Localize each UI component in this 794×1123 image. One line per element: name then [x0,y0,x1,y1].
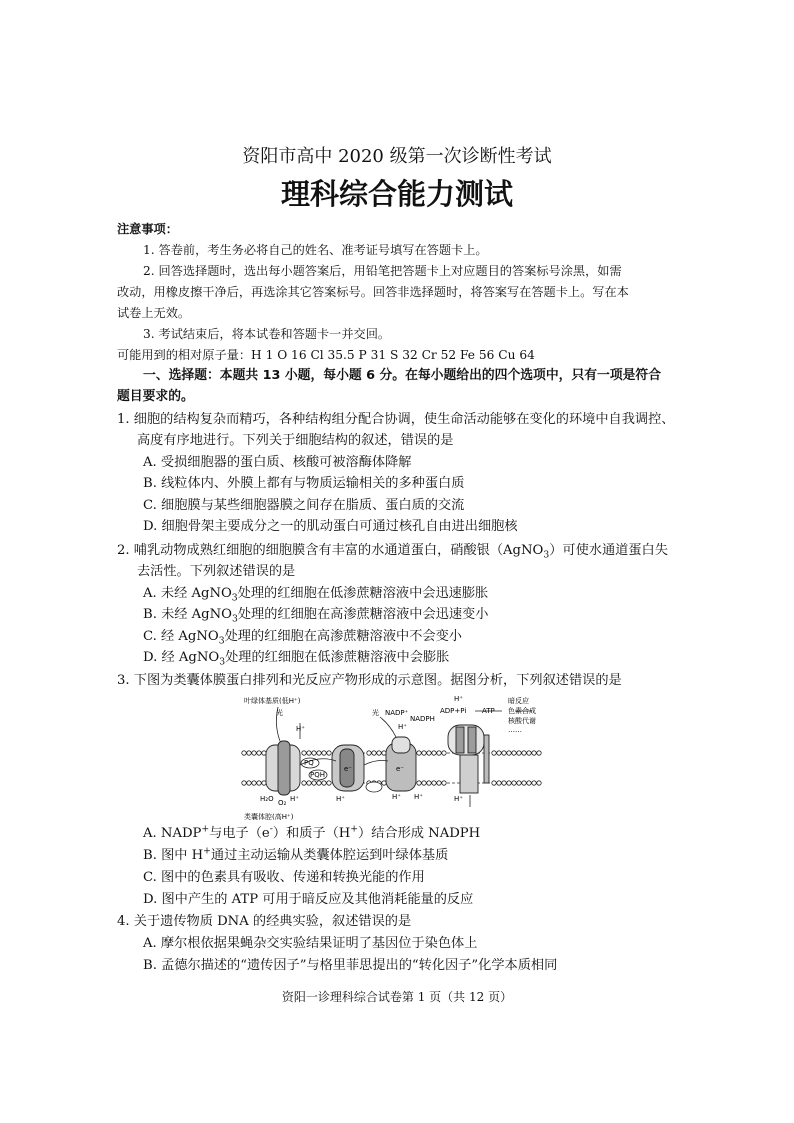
q3-stem: 3. 下图为类囊体膜蛋白排列和光反应产物形成的示意图。据图分析，下列叙述错误的是 [117,673,622,688]
note-1: 1. 答卷前，考生务必将自己的姓名、准考证号填写在答题卡上。 [143,243,488,257]
lipid-head [522,751,526,755]
lipid-head [242,751,246,755]
lipid-head [502,781,506,785]
lipid-head [497,751,501,755]
q2-option-b: B. 未经 AgNO$_3$处理的红细胞在高渗蔗糖溶液中会迅速变小 [143,607,489,625]
stroma-label: 叶绿体基质(低H⁺) [244,697,301,705]
lipid-head [507,781,511,785]
lipid-head [422,751,426,755]
q1-option-a: A. 受损细胞器的蛋白质、核酸可被溶酶体降解 [143,455,412,470]
lipid-head [492,751,496,755]
lipid-head [307,781,311,785]
ellipsis-label: …… [508,726,522,734]
lipid-head [382,781,386,785]
lipid-head [527,751,531,755]
lipid-head [322,751,326,755]
q3-option-b: B. 图中 H+通过主动运输从类囊体腔运到叶绿体基质 [143,845,449,863]
lipid-head [512,781,516,785]
page-footer: 资阳一诊理科综合试卷第 1 页（共 12 页） [281,990,513,1004]
lumen-label: 类囊体腔(高H⁺) [244,813,294,821]
lipid-head [432,751,436,755]
electron-label-1: e⁻ [344,765,353,773]
atp-label: ATP [482,707,495,715]
photosystem-i [386,737,416,791]
light-label-2: 光 [372,709,379,717]
lipid-head [517,751,521,755]
lipid-head [262,751,266,755]
nucleic-acid-label: 核酸代谢 [508,717,536,725]
lipid-head [247,751,251,755]
lipid-head [537,751,541,755]
water-label: H₂O [260,795,274,803]
lipid-head [517,781,521,785]
q1-stem-line1: 1. 细胞的结构复杂而精巧，各种结构组分配合协调，使生命活动能够在变化的环境中自我调控、 [117,412,675,427]
proton-label-6: H⁺ [414,793,423,801]
lipid-head [372,751,376,755]
q3-option-a: A. NADP+与电子（e-）和质子（H+）结合形成 NADPH [143,823,481,841]
lipid-head [527,781,531,785]
notes-heading: 注意事项： [117,222,178,236]
lipid-head [522,781,526,785]
lipid-head [242,781,246,785]
proton-label-8: H⁺ [290,795,299,803]
lipid-head [302,781,306,785]
note-2-line1: 2. 回答选择题时，选出每小题答案后，用铅笔把答题卡上对应题目的答案标号涂黑，如需 [143,264,622,278]
lipid-head [247,781,251,785]
lipid-head [427,751,431,755]
lipid-head [257,781,261,785]
lipid-head [307,751,311,755]
proton-label-7: H⁺ [454,795,463,803]
lipid-head [382,751,386,755]
lipid-head [437,781,441,785]
exam-title: 资阳市高中 2020 级第一次诊断性考试 [242,146,552,167]
lipid-head [507,751,511,755]
note-3: 3. 考试结束后，将本试卷和答题卡一并交回。 [143,327,391,341]
lipid-head [312,751,316,755]
proton-label-5: H⁺ [392,793,401,801]
lipid-head [427,781,431,785]
q4-stem: 4. 关于遗传物质 DNA 的经典实验，叙述错误的是 [117,914,412,929]
q1-option-d: D. 细胞骨架主要成分之一的肌动蛋白可通过核孔自由进出细胞核 [143,519,518,534]
lipid-head [502,751,506,755]
section-heading-line1: 一、选择题：本题共 13 小题，每小题 6 分。在每小题给出的四个选项中，只有一项是符合 [143,368,662,383]
lipid-head [497,781,501,785]
light-label-1: 光 [276,709,283,717]
q2-option-c: C. 经 AgNO$_3$处理的红细胞在高渗蔗糖溶液中不会变小 [143,629,462,647]
lipid-head [422,781,426,785]
lipid-head [262,781,266,785]
proton-label-2: H⁺ [398,723,407,731]
lipid-head [512,751,516,755]
q4-option-a: A. 摩尔根依据果蝇杂交实验结果证明了基因位于染色体上 [143,936,478,951]
lipid-head [317,781,321,785]
lipid-head [367,751,371,755]
q3-option-c: C. 图中的色素具有吸收、传递和转换光能的作用 [143,870,425,885]
q1-stem-line2: 高度有序地进行。下列关于细胞结构的叙述，错误的是 [137,433,454,448]
subject-title: 理科综合能力测试 [280,177,513,211]
lipid-head [532,781,536,785]
q1-option-c: C. 细胞膜与某些细胞器膜之间存在脂质、蛋白质的交流 [143,498,465,513]
lipid-head [437,751,441,755]
q4-option-b: B. 孟德尔描述的“遗传因子”与格里菲思提出的“转化因子”化学本质相同 [143,958,558,973]
lipid-head [317,751,321,755]
atomic-masses: 可能用到的相对原子量：H 1 O 16 Cl 35.5 P 31 S 32 Cr 52 Fe 56 Cu 64 [117,348,535,362]
lipid-head [532,751,536,755]
thylakoid-membrane-figure [240,695,560,823]
lipid-head [327,751,331,755]
nadph-label: NADPH [410,715,435,723]
proton-label-3: H⁺ [454,695,463,703]
dark-reaction-label: 暗反应 [508,697,529,705]
lipid-head [377,751,381,755]
proton-label-1: H⁺ [296,725,305,733]
q2-stem-line1: 2. 哺乳动物成熟红细胞的细胞膜含有丰富的水通道蛋白，硝酸银（AgNO$_3$）可使水通道蛋白失 [117,543,668,561]
lipid-head [257,751,261,755]
lipid-head [432,781,436,785]
q2-option-a: A. 未经 AgNO$_3$处理的红细胞在低渗蔗糖溶液中会迅速膨胀 [143,586,489,604]
photosystem-ii [266,741,300,795]
pigment-synthesis-label: 色素合成 [508,707,536,715]
note-2-line3: 试卷上无效。 [117,306,191,320]
lipid-head [537,781,541,785]
lipid-head [442,781,446,785]
q3-option-d: D. 图中产生的 ATP 可用于暗反应及其他消耗能量的反应 [143,892,474,907]
lipid-head [252,781,256,785]
q2-option-d: D. 经 AgNO$_3$处理的红细胞在低渗蔗糖溶液中会膨胀 [143,650,450,668]
oxygen-label: O₂ [278,799,287,807]
lipid-head [417,751,421,755]
q1-option-b: B. 线粒体内、外膜上都有与物质运输相关的多种蛋白质 [143,476,465,491]
lipid-head [327,781,331,785]
lipid-head [302,751,306,755]
lipid-head [492,781,496,785]
lipid-head [252,751,256,755]
pqh-label: PQH [310,771,325,779]
proton-label-4: H⁺ [336,795,345,803]
lipid-head [322,781,326,785]
adp-label: ADP+Pi [440,707,467,715]
lipid-head [442,751,446,755]
q2-stem-line2: 去活性。下列叙述错误的是 [137,564,296,579]
electron-label-2: e⁻ [396,765,405,773]
lipid-head [312,781,316,785]
nadp-label: NADP⁺ [385,709,409,717]
lipid-head [417,781,421,785]
section-heading-line2: 题目要求的。 [117,389,194,404]
note-2-line2: 改动，用橡皮擦干净后，再选涂其它答案标号。回答非选择题时，将答案写在答题卡上。写在本 [117,285,629,299]
pq-label: PQ [304,759,314,767]
